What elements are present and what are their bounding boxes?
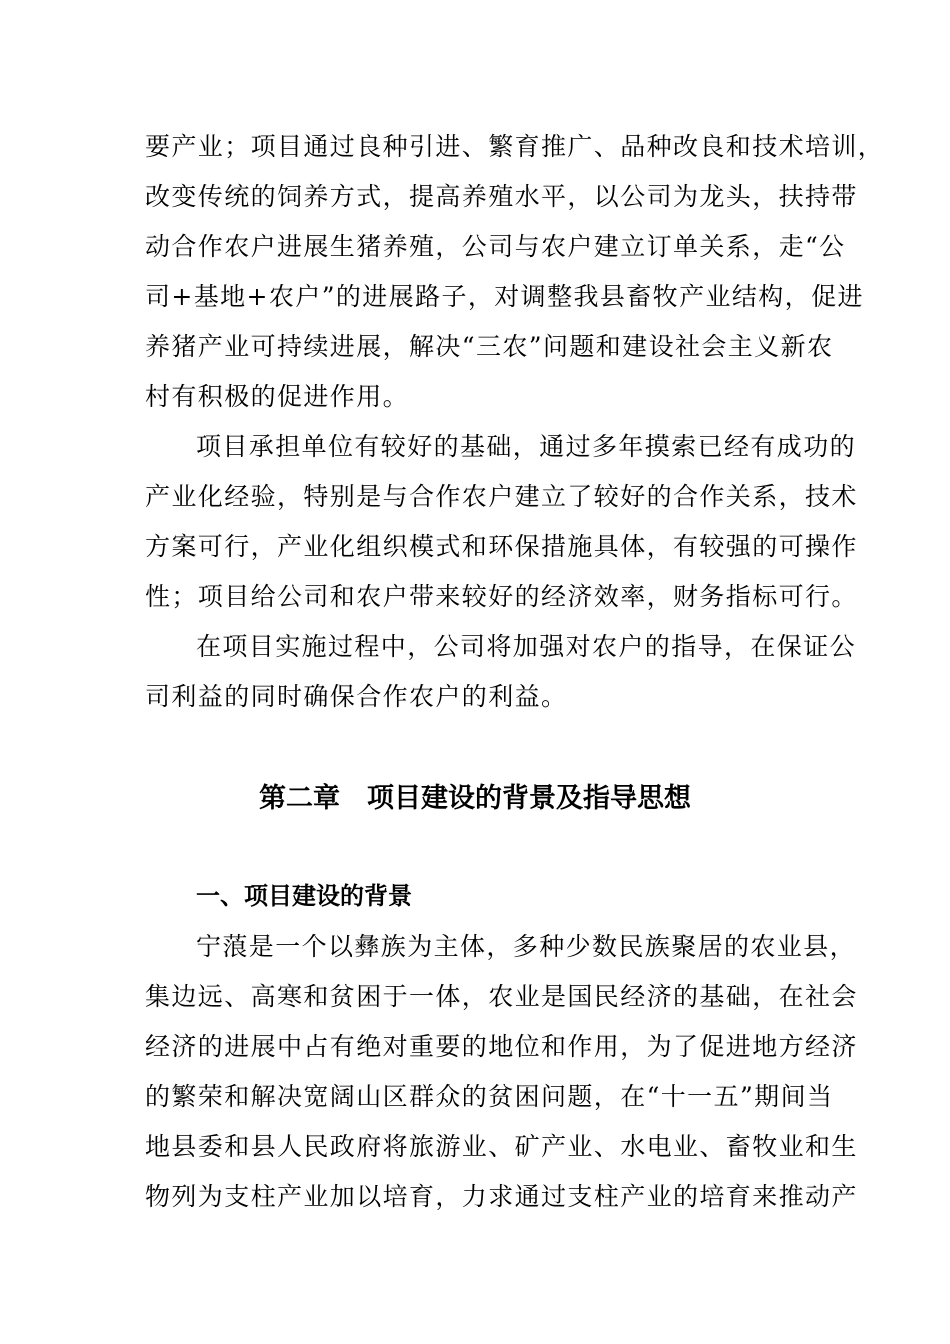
text-line: 司利益的同时确保合作农户的利益。: [145, 682, 568, 711]
text-line: 的繁荣和解决宽阔山区群众的贫困问题，在“十一五”期间当: [145, 1082, 834, 1111]
text-line: 司+基地+农户”的进展路子，对调整我县畜牧产业结构，促进: [145, 282, 864, 311]
text-line: 项目承担单位有较好的基础，通过多年摸索已经有成功的: [196, 432, 857, 461]
text-line: 村有积极的促进作用。: [145, 382, 410, 411]
text-line: 改变传统的饲养方式，提高养殖水平，以公司为龙头，扶持带: [145, 182, 858, 211]
chapter-title: 第二章 项目建设的背景及指导思想: [259, 783, 691, 814]
section-title: 一、项目建设的背景: [196, 882, 412, 910]
text-line: 在项目实施过程中，公司将加强对农户的指导，在保证公: [196, 632, 857, 661]
text-line: 性；项目给公司和农户带来较好的经济效率，财务指标可行。: [145, 582, 858, 611]
text-line: 产业化经验，特别是与合作农户建立了较好的合作关系，技术: [145, 482, 858, 511]
text-line: 动合作农户进展生猪养殖，公司与农户建立订单关系，走“公: [145, 232, 846, 261]
text-line: 要产业；项目通过良种引进、繁育推广、品种改良和技术培训，: [145, 132, 885, 161]
text-line: 养猪产业可持续进展，解决“三农”问题和建设社会主义新农: [145, 332, 834, 361]
text-line: 物列为支柱产业加以培育，力求通过支柱产业的培育来推动产: [145, 1182, 858, 1211]
text-line: 集边远、高寒和贫困于一体，农业是国民经济的基础，在社会: [145, 982, 858, 1011]
text-line: 经济的进展中占有绝对重要的地位和作用，为了促进地方经济: [145, 1032, 858, 1061]
text-line: 方案可行，产业化组织模式和环保措施具体，有较强的可操作: [145, 532, 858, 561]
text-line: 宁蒗是一个以彝族为主体，多种少数民族聚居的农业县，: [196, 932, 857, 961]
text-line: 地县委和县人民政府将旅游业、矿产业、水电业、畜牧业和生: [145, 1132, 858, 1161]
